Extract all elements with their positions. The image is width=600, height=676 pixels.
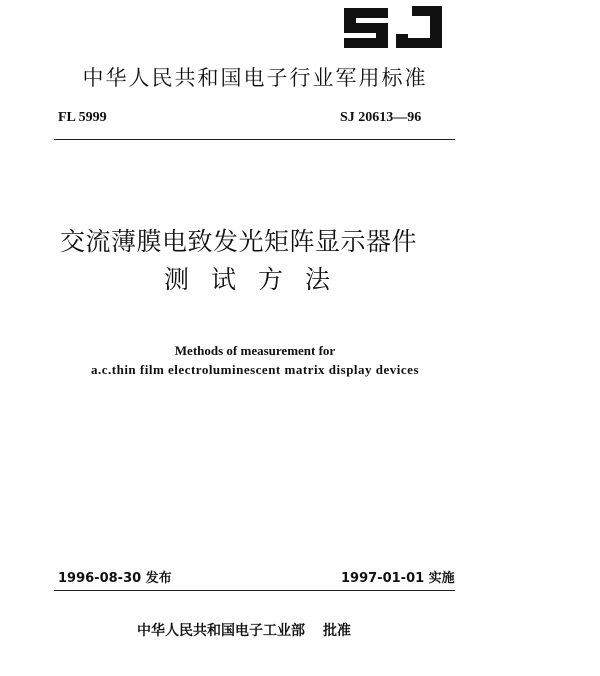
english-title-line2: a.c.thin film electroluminescent matrix display devices (90, 362, 420, 377)
standard-title: 中华人民共和国电子行业军用标准 (82, 66, 428, 90)
top-divider (54, 139, 455, 140)
sj-logo (338, 2, 448, 52)
logo-letter-s (344, 8, 388, 48)
bottom-divider (54, 590, 455, 591)
logo-letter-j (396, 6, 442, 48)
standard-number: SJ 20613—96 (340, 110, 422, 125)
issue-date: 1996-08-30 发布 (58, 571, 172, 586)
chinese-title-line1: 交流薄膜电致发光矩阵显示器件 (60, 227, 418, 256)
footer (137, 620, 351, 640)
effective-date: 1997-01-01 实施 (341, 571, 455, 586)
classification-code: FL 5999 (58, 110, 107, 125)
english-title-line1: Methods of measurement for (174, 343, 336, 358)
ministry-name: 中华人民共和国电子工业部 (137, 623, 305, 639)
chinese-title-line2: 测试方法 (164, 265, 353, 294)
approval-label: 批准 (323, 623, 351, 639)
